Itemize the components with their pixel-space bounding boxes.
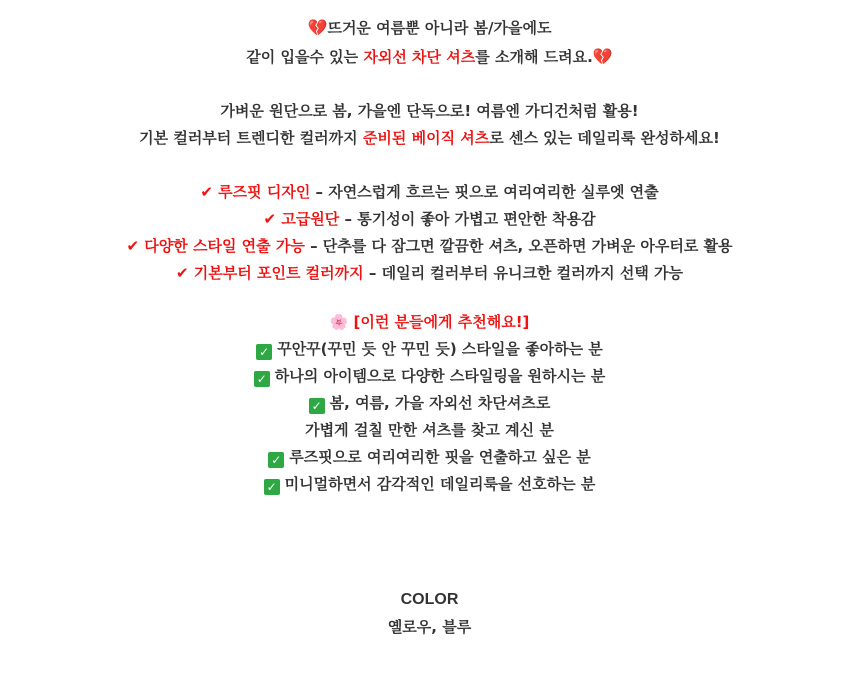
check-box-icon: ✓ bbox=[254, 371, 270, 387]
recommend-item-continued bbox=[0, 420, 859, 440]
check-box-icon: ✓ bbox=[264, 479, 280, 495]
recommend-text: 미니멀하면서 감각적인 데일리룩을 선호하는 분 bbox=[284, 475, 596, 493]
checkmark-icon: ✔ bbox=[263, 210, 277, 228]
recommend-text: 루즈핏으로 여리여리한 핏을 연출하고 싶은 분 bbox=[289, 448, 591, 466]
intro-line-4 bbox=[0, 128, 859, 148]
checkmark-icon: ✔ bbox=[200, 183, 213, 201]
recommend-item bbox=[0, 339, 859, 360]
checkmark-icon: ✔ bbox=[175, 264, 189, 282]
recommend-item bbox=[0, 447, 859, 468]
intro-line-1 bbox=[0, 18, 859, 38]
intro-highlight-1: 자외선 차단 셔츠 bbox=[363, 48, 476, 66]
intro-text-2b: 를 소개해 드려요. bbox=[475, 48, 593, 66]
broken-heart-icon: 💔 bbox=[307, 18, 328, 37]
feature-desc: – 단추를 다 잠그면 깔끔한 셔츠, 오픈하면 가벼운 아우터로 활용 bbox=[304, 237, 733, 255]
recommend-item bbox=[0, 393, 859, 414]
broken-heart-icon: 💔 bbox=[592, 47, 613, 66]
recommend-text: 하나의 아이템으로 다양한 스타일링을 원하시는 분 bbox=[274, 367, 606, 385]
intro-text-2a: 같이 입을수 있는 bbox=[246, 48, 364, 66]
intro-text-4b: 로 센스 있는 데일리룩 완성하세요! bbox=[489, 129, 720, 147]
recommend-text: 가볍게 걸칠 만한 셔츠를 찾고 계신 분 bbox=[305, 421, 554, 439]
feature-item bbox=[0, 209, 859, 229]
check-box-icon: ✓ bbox=[309, 398, 325, 414]
check-box-icon: ✓ bbox=[268, 452, 284, 468]
checkmark-icon: ✔ bbox=[126, 237, 140, 255]
recommend-item bbox=[0, 366, 859, 387]
intro-line-3: 가벼운 원단으로 봄, 가을엔 단독으로! 여름엔 가디건처럼 활용! bbox=[220, 102, 639, 120]
color-title: COLOR bbox=[400, 591, 459, 608]
feature-item bbox=[0, 236, 859, 256]
feature-desc: – 데일리 컬러부터 유니크한 컬러까지 선택 가능 bbox=[363, 264, 684, 282]
feature-item bbox=[0, 182, 859, 202]
check-box-icon: ✓ bbox=[256, 344, 272, 360]
cherry-blossom-icon: 🌸 bbox=[329, 313, 349, 331]
recommend-text: 봄, 여름, 가을 자외선 차단셔츠로 bbox=[329, 394, 551, 412]
feature-desc: – 통기성이 좋아 가볍고 편안한 착용감 bbox=[339, 210, 596, 228]
feature-title: 기본부터 포인트 컬러까지 bbox=[193, 264, 364, 282]
recommend-text: 꾸안꾸(꾸민 듯 안 꾸민 듯) 스타일을 좋아하는 분 bbox=[277, 340, 603, 358]
feature-title: 다양한 스타일 연출 가능 bbox=[144, 237, 305, 255]
intro-line-2 bbox=[0, 47, 859, 67]
recommend-heading-text: [이런 분들에게 추천해요!] bbox=[353, 313, 530, 331]
feature-desc: – 자연스럽게 흐르는 핏으로 여리여리한 실루엣 연출 bbox=[310, 183, 659, 201]
recommend-heading bbox=[0, 312, 859, 332]
intro-highlight-2: 준비된 베이직 셔츠 bbox=[362, 129, 490, 147]
color-value: 옐로우, 블루 bbox=[387, 618, 472, 636]
feature-title: 고급원단 bbox=[281, 210, 340, 228]
intro-text-1: 뜨거운 여름뿐 아니라 봄/가을에도 bbox=[327, 19, 552, 37]
feature-item bbox=[0, 263, 859, 283]
intro-text-4a: 기본 컬러부터 트렌디한 컬러까지 bbox=[139, 129, 363, 147]
feature-title: 루즈핏 디자인 bbox=[218, 183, 311, 201]
recommend-item bbox=[0, 474, 859, 495]
